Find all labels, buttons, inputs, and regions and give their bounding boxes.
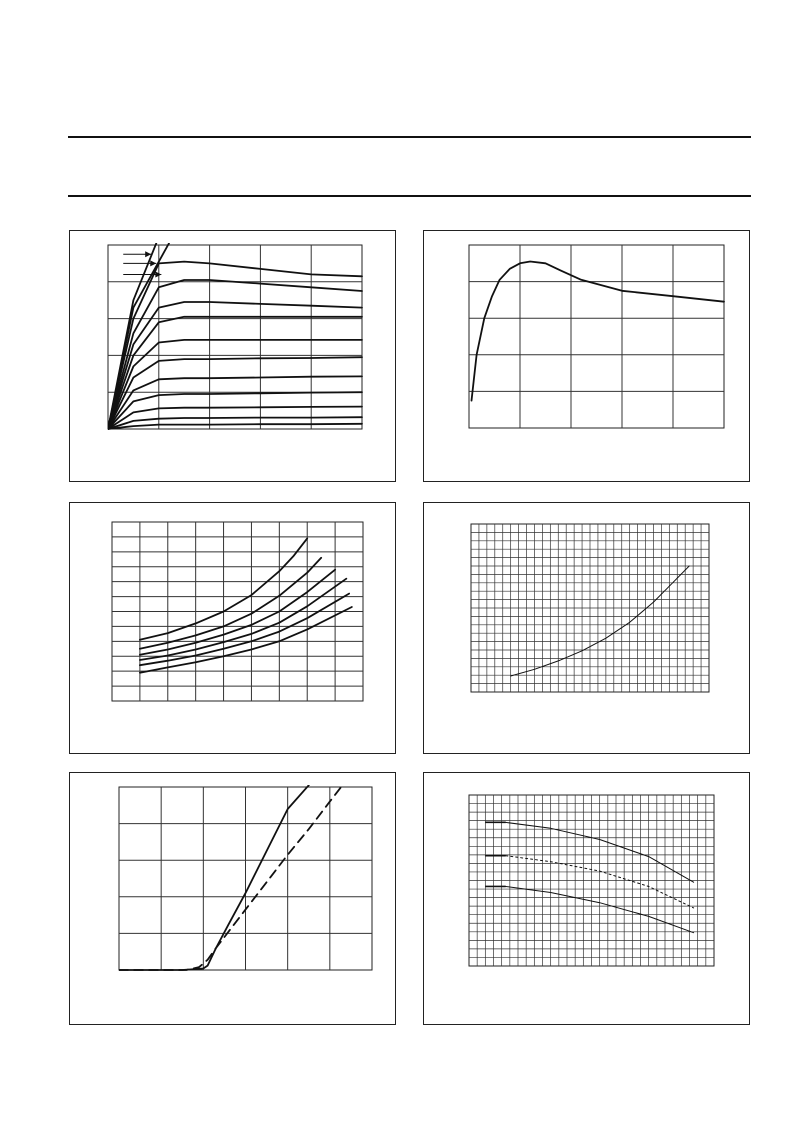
- header-rule-bottom: [68, 195, 751, 197]
- series-line-4: [140, 579, 346, 660]
- plot-frame: [108, 245, 362, 429]
- chart-5: [70, 773, 397, 1026]
- chart-2: [424, 231, 751, 483]
- chart-4: [424, 503, 751, 755]
- chart-3: [70, 503, 397, 755]
- panel-4: [423, 502, 750, 754]
- series-group: [140, 538, 352, 672]
- series-line-12: [108, 417, 362, 429]
- panel-1: [69, 230, 396, 482]
- series-line-9: [108, 376, 362, 429]
- chart-6: [424, 773, 751, 1026]
- series-line-1: [119, 785, 309, 970]
- arrow-head-2: [150, 260, 156, 266]
- chart-1: [70, 231, 397, 483]
- panel-6: [423, 772, 750, 1025]
- series-line-3: [108, 262, 362, 429]
- panel-3: [69, 502, 396, 754]
- series-line-13: [108, 424, 362, 429]
- series-line-6: [108, 317, 362, 429]
- panel-2: [423, 230, 750, 482]
- series-group: [119, 785, 343, 970]
- series-line-2: [119, 785, 343, 970]
- series-group: [108, 243, 362, 429]
- series-group: [472, 262, 725, 401]
- header-rule-top: [68, 136, 751, 138]
- panel-5: [69, 772, 396, 1025]
- series-line-1: [472, 262, 725, 401]
